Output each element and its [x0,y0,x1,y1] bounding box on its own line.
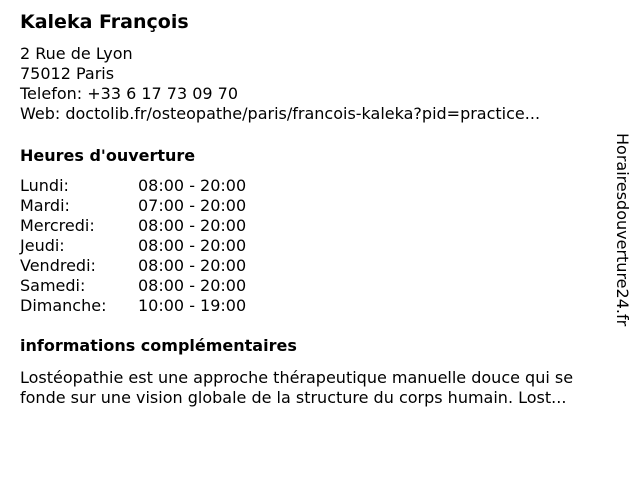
day-label: Dimanche: [20,296,107,315]
contact-block [20,44,600,124]
day-label: Mercredi: [20,216,95,235]
time-range: 08:00 - 20:00 [138,256,247,275]
day-label: Mardi: [20,196,70,215]
day-label: Lundi: [20,176,69,195]
info-heading: informations complémentaires [20,336,297,355]
hours-row [20,296,600,316]
time-range: 08:00 - 20:00 [138,176,247,195]
hours-row [20,276,600,296]
website-link[interactable]: Web: doctolib.fr/osteopathe/paris/francois-kaleka?pid=practice... [20,104,541,123]
time-range: 08:00 - 20:00 [138,216,247,235]
time-range: 10:00 - 19:00 [138,296,247,315]
info-description: Lostéopathie est une approche thérapeutique manuelle douce qui se fonde sur une vision globale de la structure du corps humain. Lost... [20,368,574,407]
day-label: Jeudi: [20,236,65,255]
time-range: 08:00 - 20:00 [138,276,247,295]
day-label: Samedi: [20,276,86,295]
hours-row [20,256,600,276]
phone-number[interactable]: Telefon: +33 6 17 73 09 70 [20,84,239,103]
hours-row [20,216,600,236]
hours-heading: Heures d'ouverture [20,146,196,165]
hours-row [20,236,600,256]
hours-row [20,196,600,216]
city-postcode: 75012 Paris [20,64,115,83]
site-brand-watermark: Horairesdouverture24.fr [613,133,632,327]
time-range: 08:00 - 20:00 [138,236,247,255]
business-card [20,10,600,408]
day-label: Vendredi: [20,256,96,275]
business-name: Kaleka François [20,11,189,33]
hours-row [20,176,600,196]
time-range: 07:00 - 20:00 [138,196,247,215]
street-address: 2 Rue de Lyon [20,44,133,63]
hours-table [20,176,600,316]
